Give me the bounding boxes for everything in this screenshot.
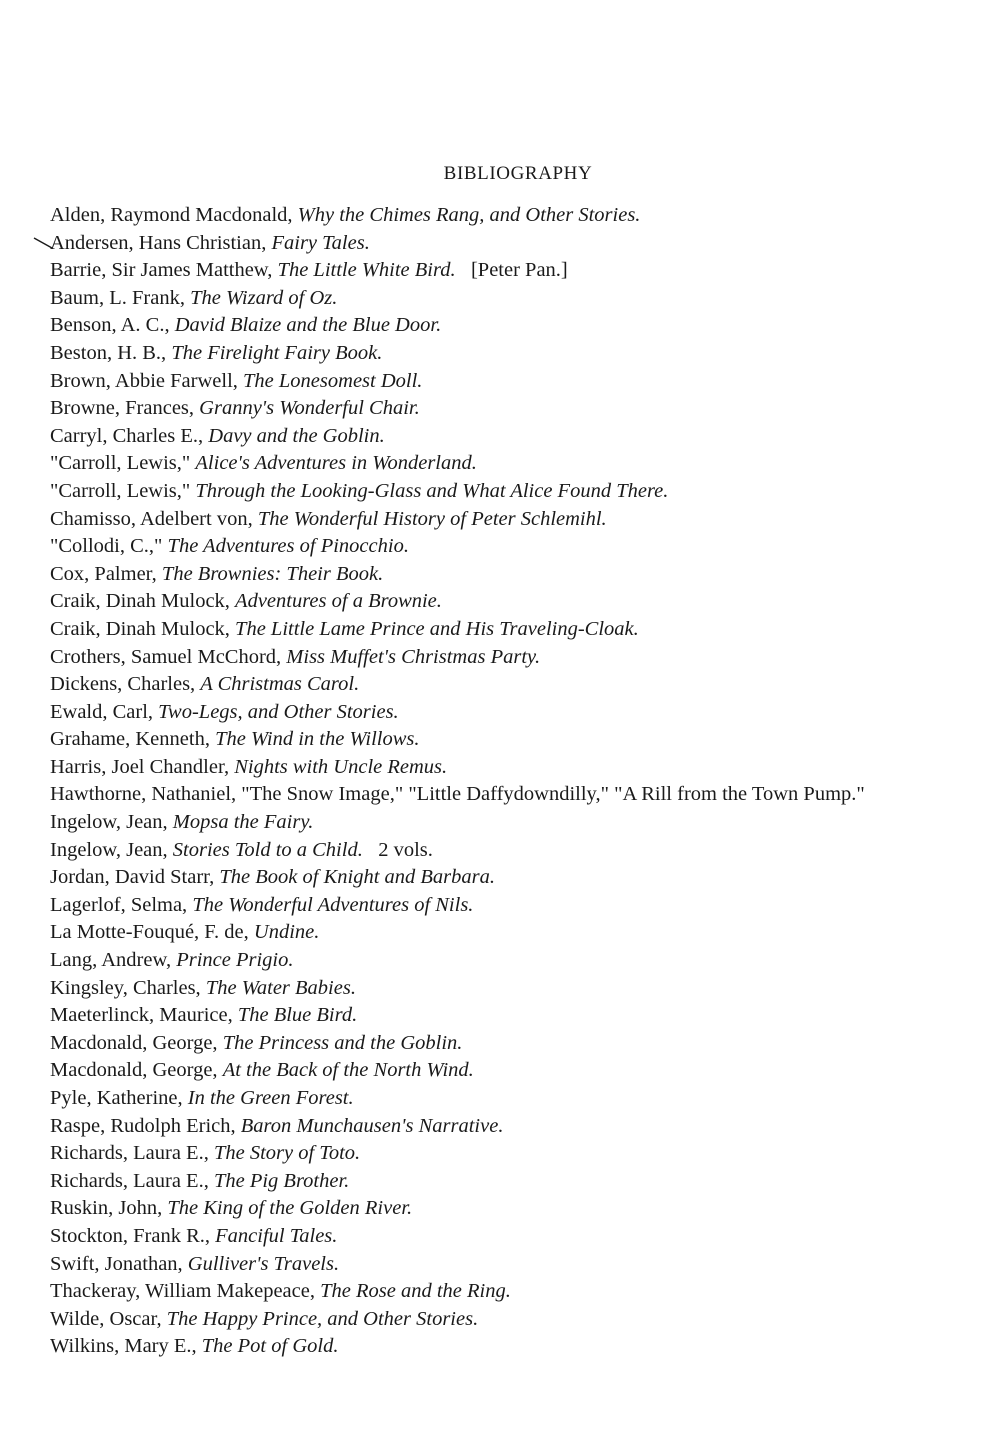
entry-title: The Adventures of Pinocchio. bbox=[167, 535, 409, 558]
entry-title: The King of the Golden River. bbox=[167, 1197, 413, 1220]
entry-title: Prince Prigio. bbox=[176, 949, 294, 972]
bibliography-entry bbox=[50, 312, 985, 340]
bibliography-entry bbox=[50, 754, 985, 782]
bibliography-entry bbox=[50, 726, 985, 754]
entry-author: Grahame, Kenneth, bbox=[50, 728, 210, 751]
bibliography-entry bbox=[50, 644, 985, 672]
entry-author: Maeterlinck, Maurice, bbox=[50, 1004, 233, 1027]
entry-title: Miss Muffet's Christmas Party. bbox=[286, 645, 541, 668]
bibliography-entry bbox=[50, 809, 985, 837]
entry-title: The Blue Bird. bbox=[237, 1004, 358, 1027]
entry-title: Fanciful Tales. bbox=[215, 1224, 338, 1247]
bibliography-entry bbox=[50, 837, 985, 865]
bibliography-entry bbox=[50, 340, 985, 368]
entry-author: Raspe, Rudolph Erich, bbox=[50, 1114, 236, 1137]
entry-title: Fairy Tales. bbox=[271, 231, 370, 254]
bibliography-entry bbox=[50, 1002, 985, 1030]
entry-author: Craik, Dinah Mulock, bbox=[50, 590, 230, 613]
bibliography-entry bbox=[50, 1278, 985, 1306]
entry-title: Baron Munchausen's Narrative. bbox=[240, 1114, 504, 1137]
entry-title: David Blaize and the Blue Door. bbox=[174, 314, 442, 337]
bibliography-entry bbox=[50, 1333, 985, 1361]
entry-author: Brown, Abbie Farwell, bbox=[50, 369, 238, 392]
entry-author: Alden, Raymond Macdonald, bbox=[50, 204, 293, 226]
bibliography-entry bbox=[50, 1113, 985, 1141]
entry-title: The Pig Brother. bbox=[213, 1169, 350, 1192]
bibliography-entry bbox=[50, 947, 985, 975]
entry-author: Macdonald, George, bbox=[50, 1059, 218, 1082]
entry-author: Crothers, Samuel McChord, bbox=[50, 645, 282, 668]
entry-title: The Little Lame Prince and His Traveling-Cloak. bbox=[235, 617, 639, 640]
bibliography-entry bbox=[50, 1195, 985, 1223]
entry-title: The Happy Prince, and Other Stories. bbox=[166, 1307, 479, 1330]
entry-title: Davy and the Goblin. bbox=[208, 424, 385, 447]
page-title: BIBLIOGRAPHY bbox=[443, 163, 593, 184]
entry-title: The Wonderful Adventures of Nils. bbox=[192, 893, 474, 916]
bibliography-entry bbox=[50, 257, 985, 285]
bibliography-entry bbox=[50, 1085, 985, 1113]
entry-author: Macdonald, George, bbox=[50, 1031, 218, 1054]
entry-title: Adventures of a Brownie. bbox=[235, 590, 442, 613]
entry-author: Dickens, Charles, bbox=[50, 673, 196, 696]
entry-author: Pyle, Katherine, bbox=[50, 1087, 183, 1109]
bibliography-entry bbox=[50, 1030, 985, 1058]
entry-title: The Wonderful History of Peter Schlemihl. bbox=[257, 507, 607, 530]
bibliography-entry bbox=[50, 1168, 985, 1196]
entry-title: Through the Looking-Glass and What Alice Found There. bbox=[195, 479, 669, 502]
bibliography-list bbox=[50, 202, 985, 1361]
entry-note: 2 vols. bbox=[378, 838, 433, 861]
entry-author: Baum, L. Frank, bbox=[50, 286, 185, 309]
entry-title: Undine. bbox=[253, 921, 320, 944]
bibliography-entry bbox=[50, 561, 985, 589]
entry-author: Chamisso, Adelbert von, bbox=[50, 507, 253, 530]
bibliography-entry bbox=[50, 368, 985, 396]
bibliography-entry bbox=[50, 975, 985, 1003]
entry-title: At the Back of the North Wind. bbox=[222, 1059, 474, 1082]
bibliography-entry bbox=[50, 423, 985, 451]
entry-title: Alice's Adventures in Wonderland. bbox=[195, 452, 477, 475]
entry-author: Cox, Palmer, bbox=[50, 562, 157, 585]
entry-title: The Water Babies. bbox=[205, 976, 356, 999]
entry-title: The Book of Knight and Barbara. bbox=[219, 866, 496, 889]
entry-author: Wilkins, Mary E., bbox=[50, 1335, 197, 1358]
entry-title: In the Green Forest. bbox=[187, 1087, 354, 1109]
entry-title: The Little White Bird. bbox=[277, 259, 456, 282]
entry-author: Richards, Laura E., bbox=[50, 1169, 209, 1192]
entry-author: Benson, A. C., bbox=[50, 314, 170, 337]
entry-title: Mopsa the Fairy. bbox=[172, 811, 314, 834]
bibliography-entry bbox=[50, 506, 985, 534]
entry-author: Beston, H. B., bbox=[50, 341, 167, 364]
entry-title: Why the Chimes Rang, and Other Stories. bbox=[297, 204, 641, 226]
bibliography-entry bbox=[50, 478, 985, 506]
entry-note: "The Snow Image," "Little Daffydowndilly," "A Rill from the Town Pump." bbox=[241, 783, 865, 806]
entry-author: Barrie, Sir James Matthew, bbox=[50, 259, 273, 282]
entry-title: The Story of Toto. bbox=[213, 1142, 361, 1165]
entry-author: Lang, Andrew, bbox=[50, 949, 172, 972]
entry-author: Harris, Joel Chandler, bbox=[50, 755, 230, 778]
entry-title: The Firelight Fairy Book. bbox=[171, 341, 383, 364]
entry-author: Thackeray, William Makepeace, bbox=[50, 1280, 315, 1303]
entry-note: [Peter Pan.] bbox=[470, 259, 568, 282]
entry-author: Swift, Jonathan, bbox=[50, 1252, 183, 1275]
bibliography-entry bbox=[50, 671, 985, 699]
entry-title: The Lonesomest Doll. bbox=[243, 369, 423, 392]
entry-title: The Rose and the Ring. bbox=[320, 1280, 511, 1303]
entry-title: The Wind in the Willows. bbox=[215, 728, 420, 751]
bibliography-entry bbox=[50, 781, 985, 809]
entry-author: La Motte-Fouqué, F. de, bbox=[50, 921, 249, 944]
entry-author: Wilde, Oscar, bbox=[50, 1307, 162, 1330]
entry-author: Craik, Dinah Mulock, bbox=[50, 617, 230, 640]
entry-title: The Princess and the Goblin. bbox=[222, 1031, 463, 1054]
entry-author: Andersen, Hans Christian, bbox=[50, 231, 267, 254]
bibliography-entry bbox=[50, 230, 985, 258]
entry-title: Nights with Uncle Remus. bbox=[234, 755, 448, 778]
entry-title: The Wizard of Oz. bbox=[190, 286, 338, 309]
entry-author: "Carroll, Lewis," bbox=[50, 479, 191, 502]
entry-title: The Brownies: Their Book. bbox=[161, 562, 384, 585]
bibliography-entry bbox=[50, 919, 985, 947]
bibliography-entry bbox=[50, 616, 985, 644]
entry-author: Richards, Laura E., bbox=[50, 1142, 209, 1165]
bibliography-entry bbox=[50, 1251, 985, 1279]
bibliography-entry bbox=[50, 588, 985, 616]
bibliography-entry bbox=[50, 202, 985, 230]
entry-author: Ingelow, Jean, bbox=[50, 811, 168, 834]
entry-author: Lagerlof, Selma, bbox=[50, 893, 188, 916]
bibliography-entry bbox=[50, 1223, 985, 1251]
entry-author: Ewald, Carl, bbox=[50, 700, 154, 723]
bibliography-entry bbox=[50, 864, 985, 892]
bibliography-entry bbox=[50, 1140, 985, 1168]
entry-author: Ruskin, John, bbox=[50, 1197, 163, 1220]
entry-title: Gulliver's Travels. bbox=[187, 1252, 340, 1275]
bibliography-entry bbox=[50, 1306, 985, 1334]
entry-title: The Pot of Gold. bbox=[201, 1335, 339, 1358]
entry-author: Ingelow, Jean, bbox=[50, 838, 168, 861]
entry-title: A Christmas Carol. bbox=[200, 673, 360, 696]
entry-author: Kingsley, Charles, bbox=[50, 976, 201, 999]
entry-author: Stockton, Frank R., bbox=[50, 1224, 211, 1247]
bibliography-entry bbox=[50, 892, 985, 920]
bibliography-entry bbox=[50, 395, 985, 423]
entry-author: Carryl, Charles E., bbox=[50, 424, 204, 447]
bibliography-entry bbox=[50, 450, 985, 478]
entry-author: "Collodi, C.," bbox=[50, 535, 163, 558]
bibliography-entry bbox=[50, 699, 985, 727]
bibliography-entry bbox=[50, 1057, 985, 1085]
entry-author: Hawthorne, Nathaniel, bbox=[50, 783, 237, 806]
entry-title: Two-Legs, and Other Stories. bbox=[158, 700, 399, 723]
entry-title: Granny's Wonderful Chair. bbox=[199, 397, 420, 420]
entry-title: Stories Told to a Child. bbox=[172, 838, 363, 861]
entry-author: Browne, Frances, bbox=[50, 397, 195, 420]
entry-author: "Carroll, Lewis," bbox=[50, 452, 191, 475]
entry-author: Jordan, David Starr, bbox=[50, 866, 215, 889]
bibliography-entry bbox=[50, 285, 985, 313]
bibliography-entry bbox=[50, 533, 985, 561]
